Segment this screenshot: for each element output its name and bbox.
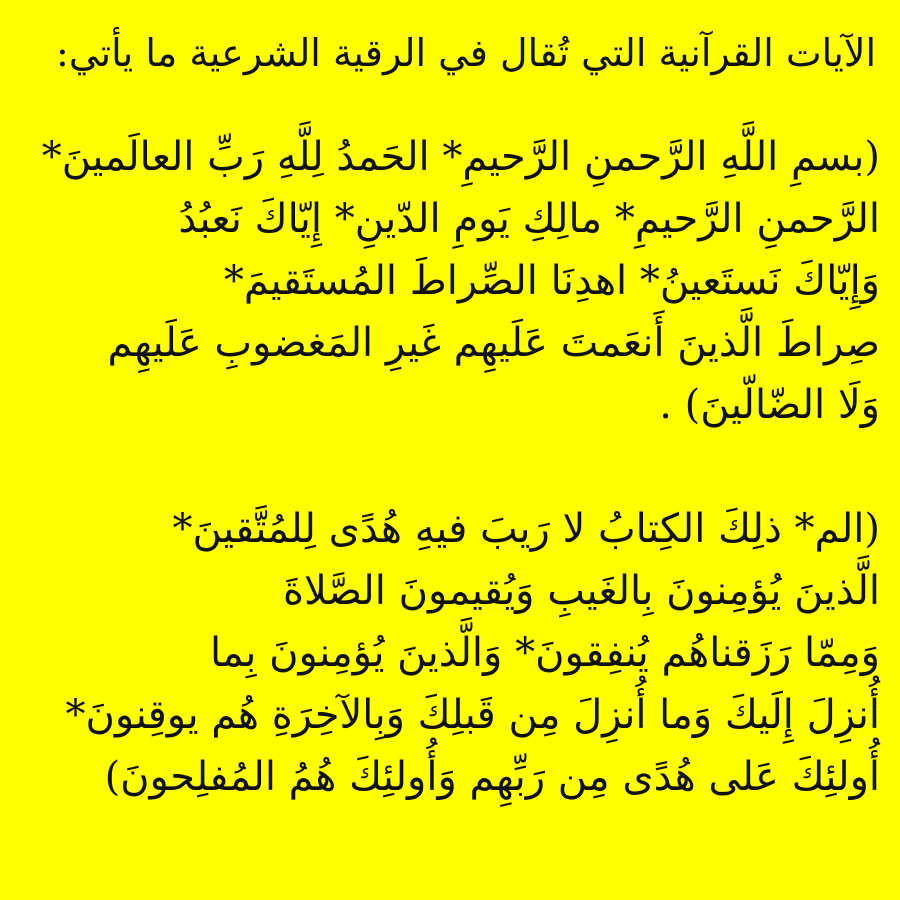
fatiha-line-1: (بسمِ اللَّهِ الرَّحمنِ الرَّحيمِ* الحَمدُ لِلَّهِ رَبِّ العالَمينَ* bbox=[41, 134, 880, 180]
baqarah-passage bbox=[20, 498, 880, 808]
baqarah-line-2: الَّذينَ يُؤمِنونَ بِالغَيبِ وَيُقيمونَ الصَّلاةَ bbox=[283, 568, 880, 614]
fatiha-line-5: وَلَا الضّالّينَ) . bbox=[659, 382, 880, 428]
baqarah-line-1: (الم* ذلِكَ الكِتابُ لا رَيبَ فيهِ هُدًى لِلمُتَّقينَ* bbox=[172, 506, 880, 552]
intro-heading-text: الآيات القرآنية التي تُقال في الرقية الشرعية ما يأتي: bbox=[56, 31, 876, 75]
baqarah-line-5: أُولئِكَ عَلى هُدًى مِن رَبِّهِم وَأُولئِكَ هُمُ المُفلِحونَ) bbox=[104, 754, 880, 800]
intro-heading bbox=[20, 28, 880, 78]
fatiha-line-4: صِراطَ الَّذينَ أَنعَمتَ عَلَيهِم غَيرِ المَغضوبِ عَلَيهِم bbox=[107, 320, 880, 366]
baqarah-line-4: أُنزِلَ إِلَيكَ وَما أُنزِلَ مِن قَبلِكَ وَبِالآخِرَةِ هُم يوقِنونَ* bbox=[65, 692, 880, 738]
fatiha-line-3: وَإِيّاكَ نَستَعينُ* اهدِنَا الصِّراطَ المُستَقيمَ* bbox=[223, 258, 880, 304]
fatiha-passage bbox=[20, 126, 880, 436]
baqarah-line-3: وَمِمّا رَزَقناهُم يُنفِقونَ* وَالَّذينَ يُؤمِنونَ بِما bbox=[209, 630, 880, 676]
fatiha-line-2: الرَّحمنِ الرَّحيمِ* مالِكِ يَومِ الدّينِ* إِيّاكَ نَعبُدُ bbox=[178, 196, 880, 242]
